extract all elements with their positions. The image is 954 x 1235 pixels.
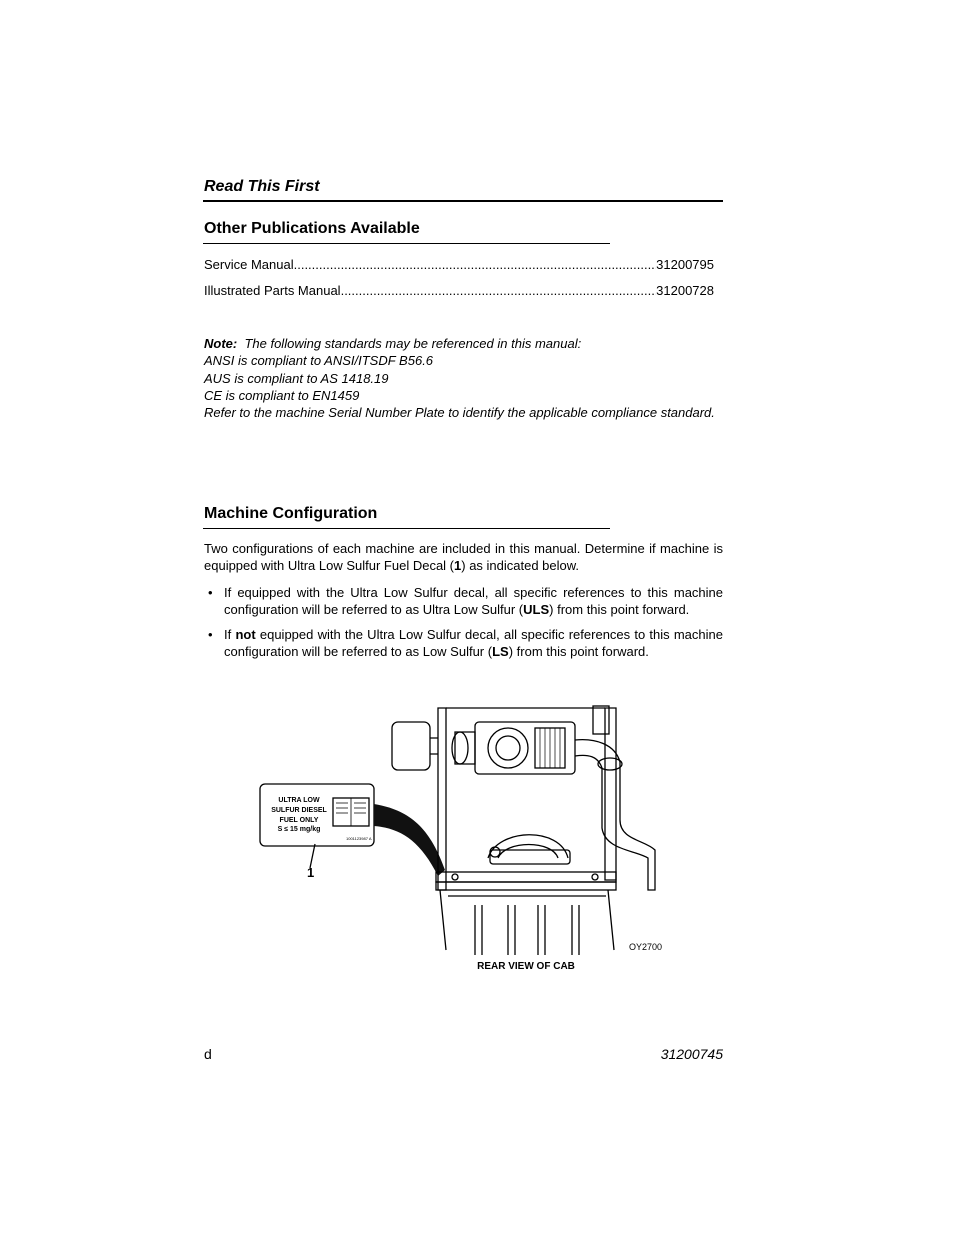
- bullet-bold: LS: [492, 644, 509, 660]
- machine-config-rule: [203, 528, 610, 529]
- bullet-text: If: [224, 627, 236, 642]
- figure-caption: REAR VIEW OF CAB: [477, 961, 575, 972]
- bullet-bold: ULS: [523, 602, 550, 618]
- rear-view-cab-figure: [250, 700, 670, 960]
- note-line: AUS is compliant to AS 1418.19: [204, 370, 389, 386]
- intro-text-end: ) as indicated below.: [461, 558, 580, 574]
- header-rule: [203, 200, 723, 202]
- callout-number: 1: [307, 865, 315, 880]
- compliance-note: [204, 335, 724, 421]
- bullet-bold: not: [235, 627, 256, 642]
- intro-reference: 1: [454, 558, 462, 574]
- bullet-icon: •: [208, 585, 213, 600]
- note-line: ANSI is compliant to ANSI/ITSDF B56.6: [204, 353, 434, 369]
- figure-id: OY2700: [629, 942, 663, 952]
- bullet-item: [208, 584, 723, 619]
- publications-heading: Other Publications Available: [204, 220, 420, 237]
- pointer-band: [374, 804, 445, 876]
- bullet-text-end: ) from this point forward.: [508, 644, 649, 660]
- publications-rule: [203, 243, 610, 244]
- bullet-text: If equipped with the Ultra Low Sulfur decal, all specific references to this machine configuration will be referred to as Ultra Low Sulfur (: [224, 585, 723, 618]
- bullet-icon: •: [208, 627, 213, 642]
- decal-text-line: ULTRA LOW: [278, 797, 320, 804]
- note-label: Note:: [204, 336, 238, 351]
- page-number: d: [204, 1046, 212, 1062]
- publication-number: 31200728: [656, 283, 714, 298]
- dot-leader: [294, 257, 657, 272]
- dot-leader: [341, 283, 657, 298]
- note-line: CE is compliant to EN1459: [204, 387, 360, 403]
- bullet-text-end: ) from this point forward.: [549, 602, 690, 618]
- decal-text-line: FUEL ONLY: [279, 817, 319, 824]
- document-number: 31200745: [660, 1046, 723, 1062]
- bullet-text-mid: equipped with the Ultra Low Sulfur decal, all specific references to this machine configuration will be referred to as Low Sulfur (: [224, 627, 723, 660]
- note-line: Refer to the machine Serial Number Plate to identify the applicable compliance standard.: [204, 405, 715, 421]
- publication-row: [204, 257, 714, 272]
- publication-row: [204, 283, 714, 298]
- publication-title: Service Manual: [204, 257, 294, 272]
- publication-number: 31200795: [656, 257, 714, 272]
- section-title: Read This First: [204, 178, 320, 195]
- note-intro: The following standards may be referenced in this manual:: [244, 336, 582, 351]
- decal-text-line: S ≤ 15 mg/kg: [277, 826, 321, 833]
- machine-config-heading: Machine Configuration: [204, 505, 378, 522]
- publication-title: Illustrated Parts Manual: [204, 283, 341, 298]
- decal-part-number: 1001123987 A: [346, 836, 372, 841]
- decal-text-line: SULFUR DIESEL: [271, 807, 327, 814]
- intro-text: Two configurations of each machine are included in this manual. Determine if machine is equipped with Ultra Low Sulfur Fuel Decal (: [204, 541, 723, 574]
- bullet-item: [208, 626, 723, 661]
- machine-config-intro: [204, 540, 723, 575]
